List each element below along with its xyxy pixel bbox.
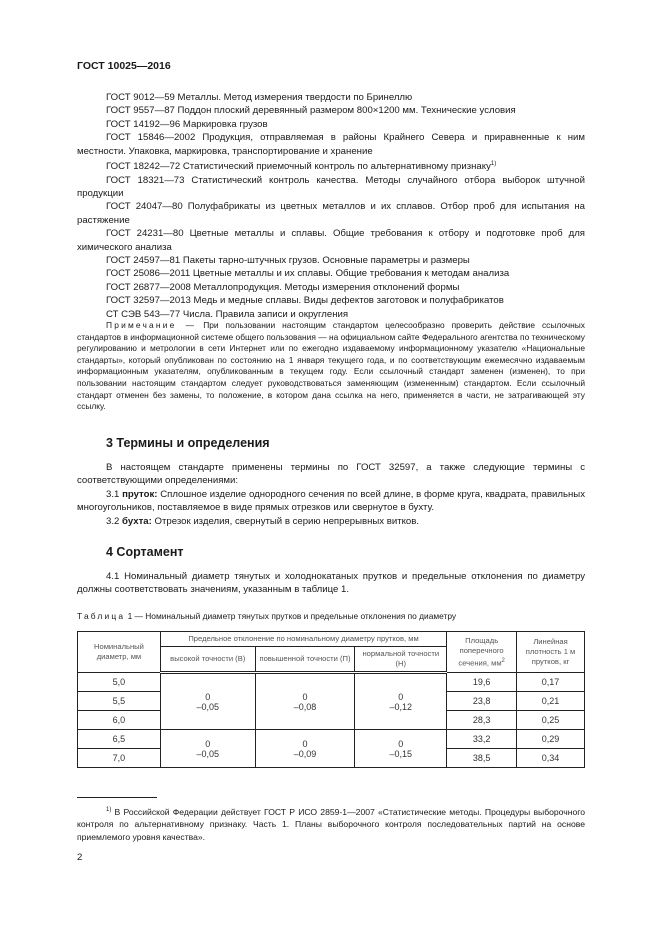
reference-item: ГОСТ 14192—96 Маркировка грузов xyxy=(106,118,268,130)
diameter-table xyxy=(77,631,585,768)
dev-lower: –0,15 xyxy=(389,748,413,759)
dev-lower: –0,05 xyxy=(196,748,219,759)
header-accuracy-p: повышенной точности (П) xyxy=(255,647,355,673)
paragraph-4-1: 4.1 Номинальный диаметр тянутых и холоднокатаных прутков и предельные отклонения по диаметру должны соответствовать значениям, указанным в таблице 1. xyxy=(77,571,585,596)
cell-area: 33,2 xyxy=(447,730,517,749)
dev-upper: 0 xyxy=(205,691,211,702)
footnote-mark[interactable]: 1) xyxy=(490,161,497,168)
term-number: 3.2 xyxy=(106,515,123,527)
table-row xyxy=(78,673,585,692)
definition: Отрезок изделия, свернутый в серию непрерывных витков. xyxy=(151,515,420,527)
caption-text: 1 — Номинальный диаметр тянутых прутков и предельные отклонения по диаметру xyxy=(125,611,457,621)
dev-lower: –0,09 xyxy=(293,748,317,759)
header-diameter: Номинальный диаметр, мм xyxy=(78,632,161,673)
table-row xyxy=(78,730,585,749)
term: бухта: xyxy=(122,515,152,527)
header-area-text: Площадь поперечного сечения, мм xyxy=(458,635,504,668)
note xyxy=(77,320,585,413)
cell-area: 28,3 xyxy=(447,711,517,730)
cell-density: 0,25 xyxy=(517,711,585,730)
reference-item: СТ СЭВ 543—77 Числа. Правила записи и округления xyxy=(106,308,349,320)
header-density: Линейная плотность 1 м прутков, кг xyxy=(517,632,585,673)
section-4-body xyxy=(77,570,585,597)
reference-item: ГОСТ 32597—2013 Медь и медные сплавы. Виды дефектов заготовок и полуфабрикатов xyxy=(106,295,504,307)
cell-area: 23,8 xyxy=(447,692,517,711)
document-header: ГОСТ 10025—2016 xyxy=(77,60,171,72)
note-text: При пользовании настоящим стандартом целесообразно проверить действие ссылочных стандартов в информационной системе общего пользования — на официальном сайте Федерального агентства по техническому регулированию и метрологии в сети Интернет или по ежегодно издаваемому информационному указателю «Национальные стандарты», который опубликован по состоянию на 1 января текущего года, и по соответствующим ежемесячно издаваемым информационным указателям, опубликованным в текущем году. Если ссылочный стандарт заменен (изменен), то при пользовании настоящим стандартом следует руководствоваться заменяющим (измененным) стандартом. Если ссылочный стандарт отменен без замены, то положение, в котором дана ссылка на него, применяется в части, не затрагивающей эту ссылку. xyxy=(77,320,585,412)
reference-item: ГОСТ 24597—81 Пакеты тарно-штучных грузов. Основные параметры и размеры xyxy=(106,255,470,267)
definition: Сплошное изделие однородного сечения по всей длине, в форме круга, квадрата, правильных многоугольников, поставляемое в виде прямых отрезков или свернутое в бухту. xyxy=(77,488,585,514)
reference-item: ГОСТ 24047—80 Полуфабрикаты из цветных металлов и их сплавов. Отбор проб для испытания на растяжение xyxy=(77,201,585,226)
term: пруток: xyxy=(122,488,158,500)
footnote xyxy=(77,804,585,843)
cell-dev-b xyxy=(160,730,255,768)
cell-density: 0,17 xyxy=(517,673,585,692)
header-area-sup: 2 xyxy=(501,657,505,664)
cell-dev-n xyxy=(355,730,447,768)
cell-dev-p xyxy=(255,730,355,768)
header-accuracy-b: высокой точности (В) xyxy=(160,647,255,673)
normative-references xyxy=(77,91,585,321)
cell-area: 19,6 xyxy=(447,673,517,692)
table-caption xyxy=(77,611,585,621)
section-3-heading: 3 Термины и определения xyxy=(106,436,270,450)
footnote-mark: 1) xyxy=(106,807,112,813)
dev-upper: 0 xyxy=(205,738,211,749)
cell-diameter: 6,5 xyxy=(78,730,161,749)
cell-dev-b xyxy=(160,673,255,730)
cell-density: 0,29 xyxy=(517,730,585,749)
header-deviation: Предельное отклонение по номинальному диаметру прутков, мм xyxy=(160,632,446,647)
cell-diameter: 5,0 xyxy=(78,673,161,692)
term-definition xyxy=(77,515,585,528)
reference-text: ГОСТ 18242—72 Статистический приемочный контроль по альтернативному признаку xyxy=(106,161,491,173)
header-accuracy-n: нормальной точности (Н) xyxy=(355,647,447,673)
cell-density: 0,21 xyxy=(517,692,585,711)
dev-upper: 0 xyxy=(398,738,404,749)
caption-label: Таблица xyxy=(77,611,126,621)
cell-diameter: 7,0 xyxy=(78,749,161,768)
term-definition xyxy=(77,488,585,515)
reference-item: ГОСТ 24231—80 Цветные металлы и сплавы. Общие требования к отбору и подготовке проб для химического анализа xyxy=(77,228,585,253)
dev-upper: 0 xyxy=(398,691,404,702)
footnote-text: В Российской Федерации действует ГОСТ Р ИСО 2859-1—2007 «Статистические методы. Процедуры выборочного контроля по альтернативному признаку. Часть 1. Планы выборочного контроля последовательных партий на основе приемлемого уровня качества». xyxy=(77,806,585,842)
dev-upper: 0 xyxy=(302,691,308,702)
cell-dev-p xyxy=(255,673,355,730)
cell-area: 38,5 xyxy=(447,749,517,768)
dev-upper: 0 xyxy=(302,738,308,749)
dev-lower: –0,12 xyxy=(389,701,413,712)
dev-lower: –0,05 xyxy=(196,701,219,712)
note-label: Примечание — xyxy=(106,320,197,330)
section-3-intro: В настоящем стандарте применены термины по ГОСТ 32597, а также следующие термины с соответствующими определениями: xyxy=(77,462,585,487)
cell-dev-n xyxy=(355,673,447,730)
reference-item: ГОСТ 26877—2008 Металлопродукция. Методы измерения отклонений формы xyxy=(106,281,460,293)
section-3-body xyxy=(77,461,585,528)
section-4-heading: 4 Сортамент xyxy=(106,545,184,559)
header-area xyxy=(447,632,517,673)
reference-item xyxy=(77,158,585,174)
cell-density: 0,34 xyxy=(517,749,585,768)
footnote-divider xyxy=(77,797,157,798)
page-number: 2 xyxy=(77,852,83,863)
reference-item: ГОСТ 25086—2011 Цветные металлы и их сплавы. Общие требования к методам анализа xyxy=(106,268,510,280)
cell-diameter: 5,5 xyxy=(78,692,161,711)
reference-item: ГОСТ 9557—87 Поддон плоский деревянный размером 800×1200 мм. Технические условия xyxy=(106,105,516,117)
term-number: 3.1 xyxy=(106,488,123,500)
reference-item: ГОСТ 9012—59 Металлы. Метод измерения твердости по Бринеллю xyxy=(106,92,413,103)
dev-lower: –0,08 xyxy=(293,701,317,712)
reference-item: ГОСТ 18321—73 Статистический контроль качества. Методы случайного отбора выборок штучной продукции xyxy=(77,174,585,200)
cell-diameter: 6,0 xyxy=(78,711,161,730)
reference-item: ГОСТ 15846—2002 Продукция, отправляемая в районы Крайнего Севера и приравненные к ним местности. Упаковка, маркировка, транспортирование и хранение xyxy=(77,132,585,157)
